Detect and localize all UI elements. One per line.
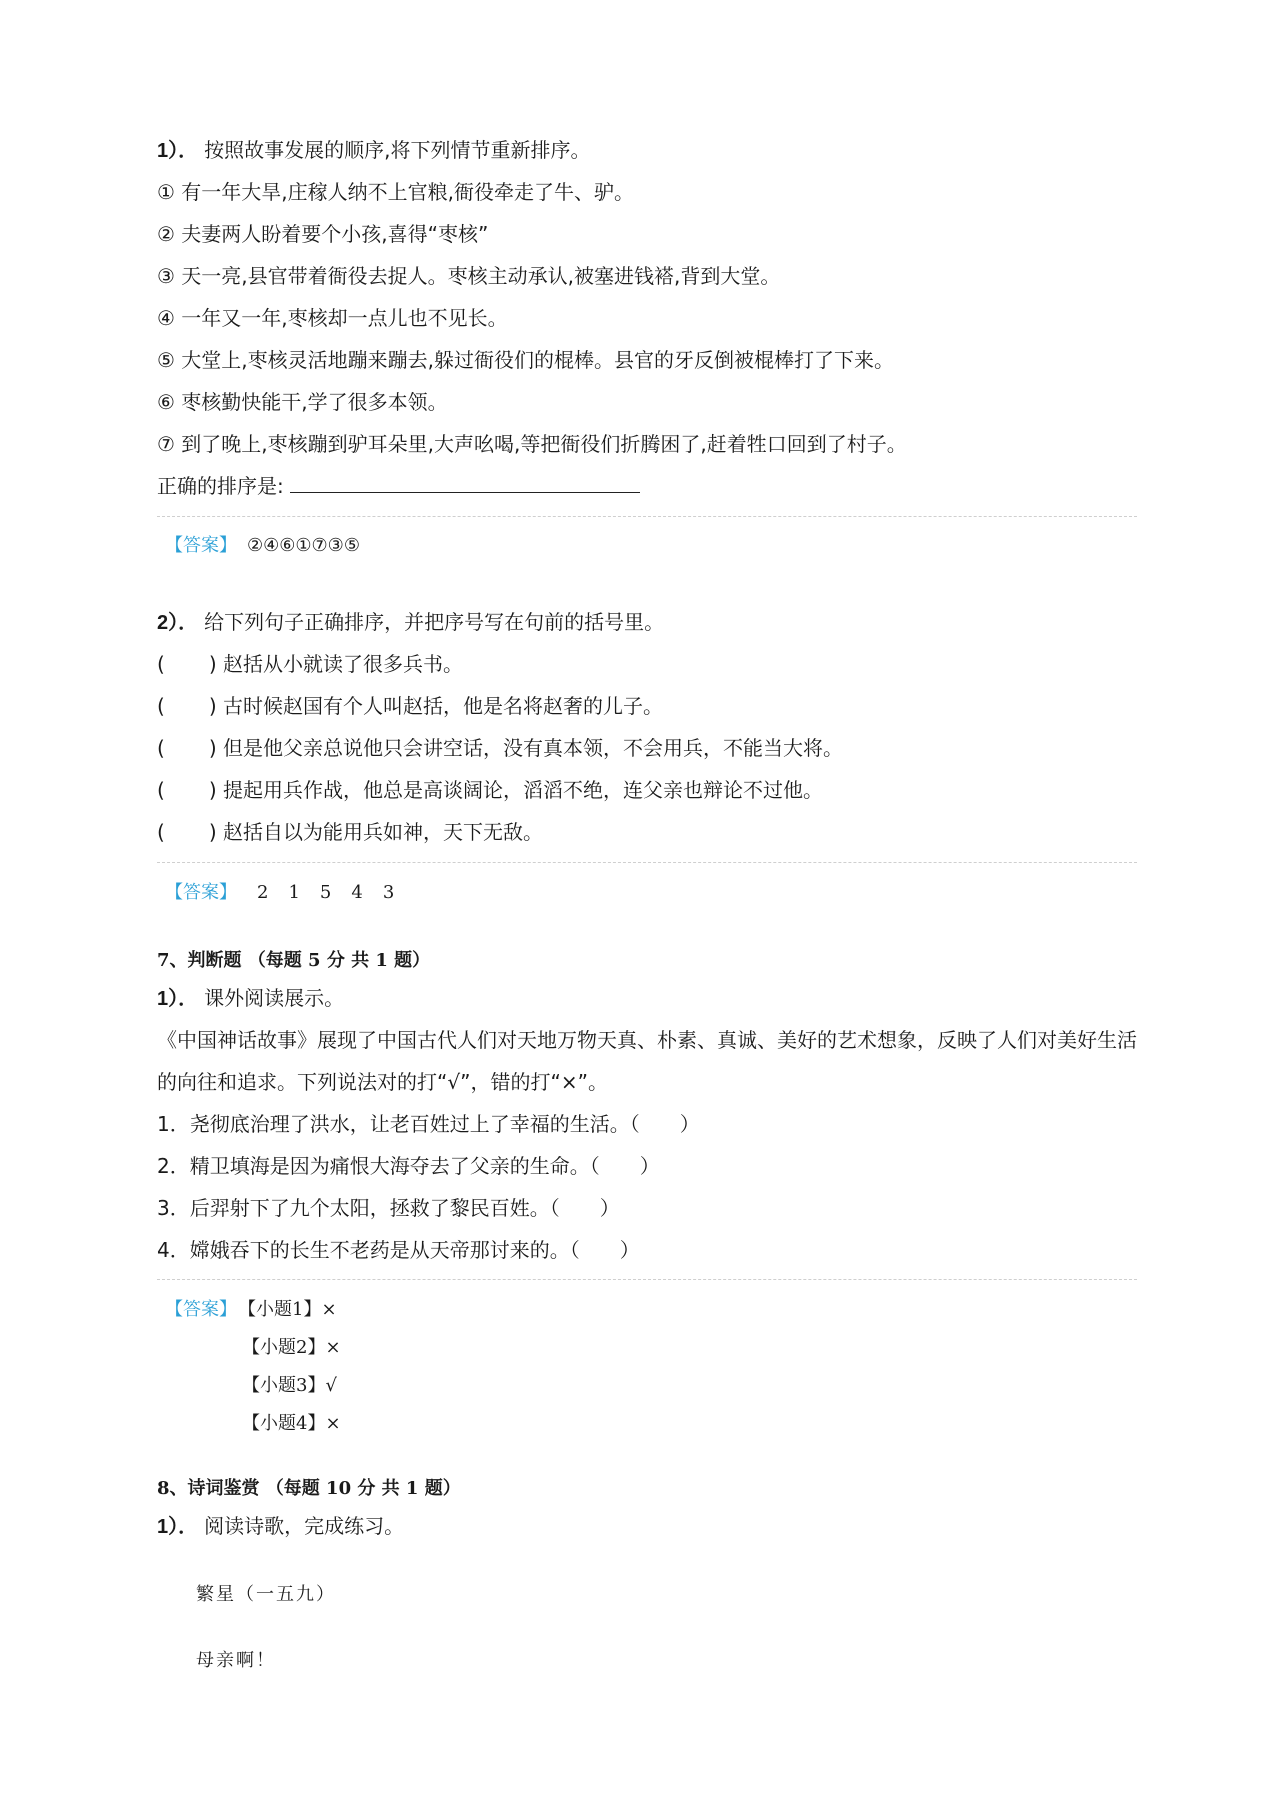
plot-item: ④ 一年又一年,枣核却一点儿也不见长。 [157, 306, 508, 330]
answer-value: 1 [288, 882, 300, 903]
answer-label: 【答案】 [165, 1299, 237, 1320]
sub-answer: 【小题4】× [242, 1413, 341, 1434]
plot-item: ② 夫妻两人盼着要个小孩,喜得“枣核” [157, 222, 489, 246]
plot-item: ⑦ 到了晚上,枣核蹦到驴耳朵里,大声吆喝,等把衙役们折腾困了,赶着牲口回到了村子。 [157, 432, 907, 456]
answer-prompt-line [157, 472, 640, 500]
plot-item: ⑤ 大堂上,枣核灵活地蹦来蹦去,躲过衙役们的棍棒。县官的牙反倒被棍棒打了下来。 [157, 348, 895, 372]
sub-answer: 【小题2】× [242, 1337, 341, 1358]
paren-open: ( [157, 652, 165, 676]
judgement-statement: 1．尧彻底治理了洪水，让老百姓过上了幸福的生活。（ ） [157, 1112, 700, 1136]
divider [157, 862, 1137, 863]
divider [157, 516, 1137, 517]
question-2-heading [157, 608, 664, 637]
answer-blank[interactable] [290, 472, 640, 493]
poem-line: 母亲啊！ [196, 1650, 276, 1671]
answer-prompt: 正确的排序是: [157, 474, 284, 498]
sub-answer: 【小题1】× [247, 1299, 337, 1320]
section-title: 7、判断题 （每题 5 分 共 1 题） [157, 950, 431, 971]
answer-label: 【答案】 [165, 882, 237, 903]
paren-open: ( [157, 694, 165, 718]
plot-item: ⑥ 枣核勤快能干,学了很多本领。 [157, 390, 448, 414]
sentence-item [157, 776, 823, 804]
answer-row [165, 533, 360, 559]
question-number: 1）． [157, 1516, 199, 1538]
sub-answer: 【小题3】√ [242, 1375, 337, 1396]
paren-open: ( [157, 778, 165, 802]
question-prompt: 阅读诗歌，完成练习。 [204, 1514, 405, 1538]
sentence-text: 赵括自以为能用兵如神，天下无敌。 [222, 820, 543, 844]
poem-title: 繁星（一五九） [196, 1584, 336, 1605]
answer-text: ②④⑥①⑦③⑤ [247, 535, 360, 556]
answer-value: 4 [351, 882, 363, 903]
question-number: 2）． [157, 612, 199, 634]
answer-value: 3 [382, 882, 395, 903]
answer-label: 【答案】 [165, 535, 237, 556]
sentence-text: 但是他父亲总说他只会讲空话，没有真本领，不会用兵，不能当大将。 [222, 736, 843, 760]
paren-close: ) [208, 778, 217, 802]
answer-value: 2 [257, 882, 269, 903]
question-prompt: 课外阅读展示。 [204, 986, 345, 1010]
sentence-text: 赵括从小就读了很多兵书。 [222, 652, 463, 676]
divider [157, 1279, 1137, 1280]
section-title: 8、诗词鉴赏 （每题 10 分 共 1 题） [157, 1478, 461, 1499]
paren-close: ) [208, 820, 217, 844]
paren-open: ( [157, 820, 165, 844]
sentence-text: 提起用兵作战，他总是高谈阔论，滔滔不绝，连父亲也辩论不过他。 [222, 778, 823, 802]
paren-close: ) [208, 736, 217, 760]
paren-open: ( [157, 736, 165, 760]
plot-item: ① 有一年大旱,庄稼人纳不上官粮,衙役牵走了牛、驴。 [157, 180, 635, 204]
answer-row [165, 880, 414, 906]
question-1-heading [157, 136, 590, 165]
question-number: 1）． [157, 988, 199, 1010]
answer-value: 5 [319, 882, 332, 903]
reading-paragraph: 《中国神话故事》展现了中国古代人们对天地万物天真、朴素、真诚、美好的艺术想象，反映了人们对美好生活的向往和追求。下列说法对的打“√”，错的打“×”。 [157, 1028, 1137, 1094]
question-number: 1）． [157, 140, 199, 162]
judgement-statement: 3．后羿射下了九个太阳，拯救了黎民百姓。（ ） [157, 1196, 620, 1220]
judgement-statement: 2．精卫填海是因为痛恨大海夺去了父亲的生命。（ ） [157, 1154, 660, 1178]
sentence-item [157, 818, 543, 846]
question-prompt: 给下列句子正确排序，并把序号写在句前的括号里。 [204, 610, 665, 634]
judgement-statement: 4．嫦娥吞下的长生不老药是从天帝那讨来的。（ ） [157, 1238, 640, 1262]
sentence-text: 古时候赵国有个人叫赵括，他是名将赵奢的儿子。 [222, 694, 663, 718]
paren-close: ) [208, 652, 217, 676]
paren-close: ) [208, 694, 217, 718]
question-heading [157, 1512, 404, 1541]
sentence-item [157, 692, 663, 720]
sentence-item [157, 734, 843, 762]
sentence-item [157, 650, 463, 678]
answer-row [165, 1297, 337, 1323]
question-prompt: 按照故事发展的顺序,将下列情节重新排序。 [204, 138, 591, 162]
question-heading [157, 984, 344, 1013]
plot-item: ③ 天一亮,县官带着衙役去捉人。枣核主动承认,被塞进钱褡,背到大堂。 [157, 264, 781, 288]
